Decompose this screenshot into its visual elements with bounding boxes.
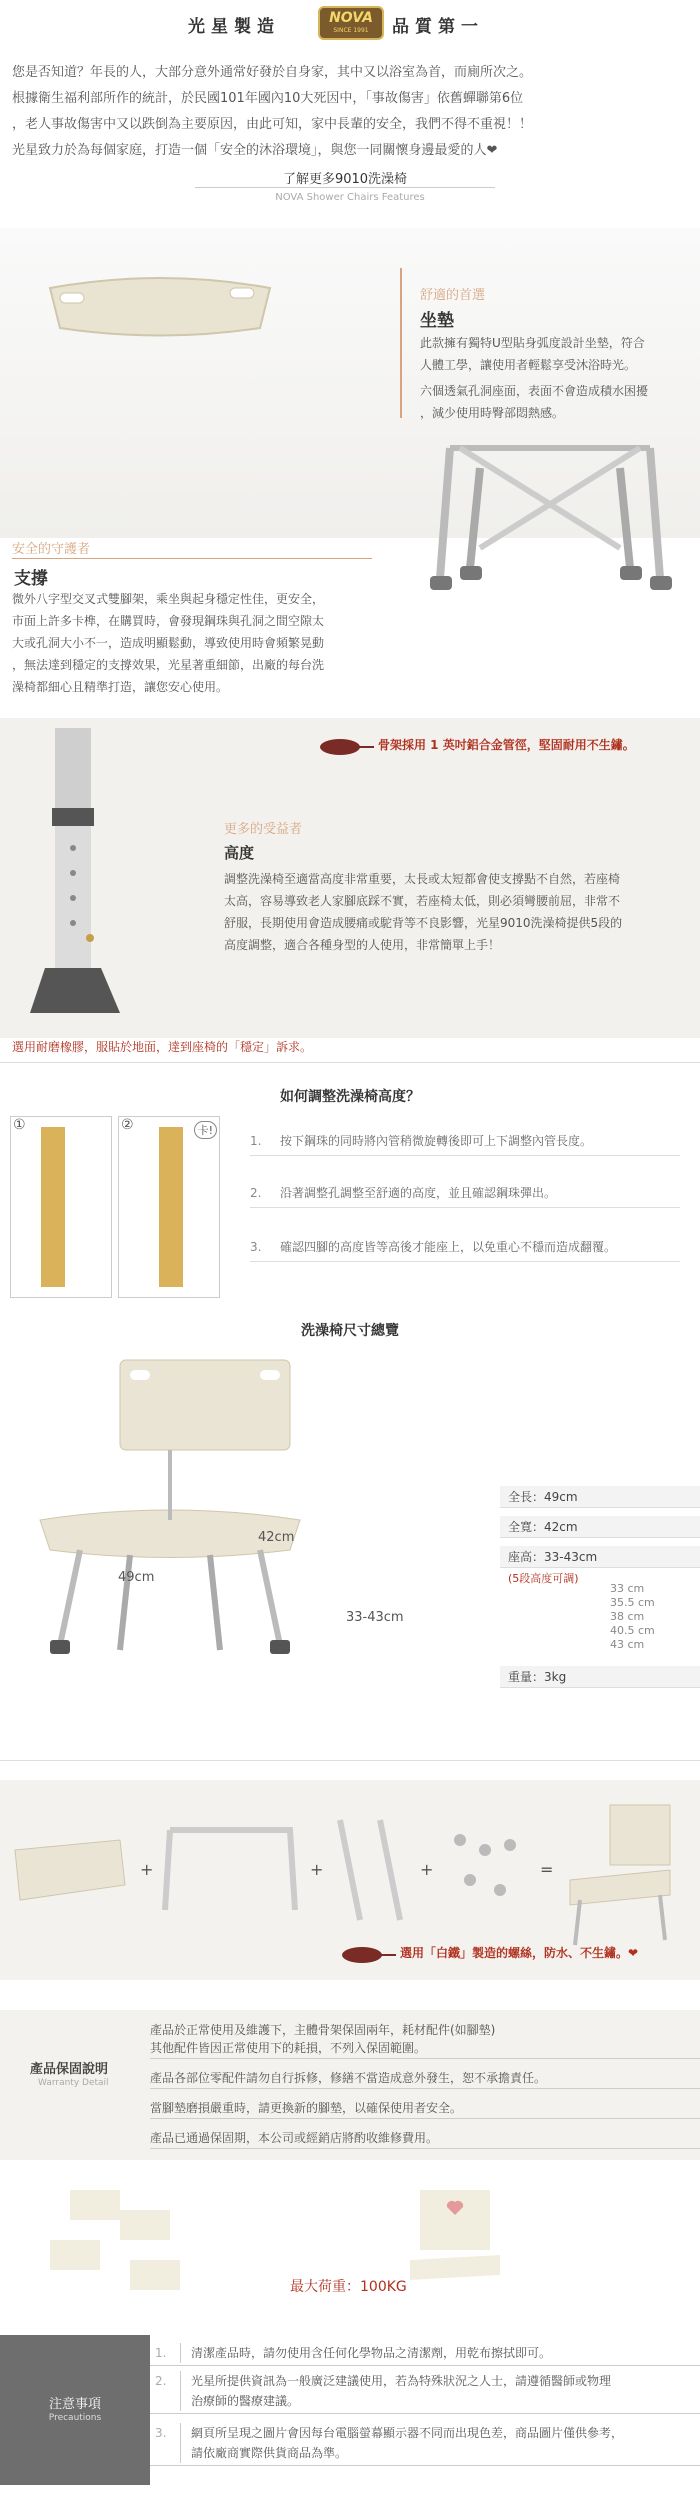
support-accent-bar [12,558,372,559]
spec-width: 全寬：42cm [500,1516,700,1538]
adjust-step-1-num: 1. [250,1134,262,1148]
support-p1: 微外八字型交叉式雙腳架，乘坐與起身穩定性佳，更安全， [12,592,325,606]
adjust-step-1-text: 按下鋼珠的同時將內管稍微旋轉後即可上下調整內管長度。 [280,1134,593,1148]
adjust-label-2: ② [121,1117,134,1133]
notice-row-2 [150,2371,700,2391]
assembly-badge-icon [340,1946,396,1964]
height-p1: 調整洗澡椅至適當高度非常重要，太長或太短都會使支撐點不自然，若座椅 [224,872,621,886]
support-p4: ，無法達到穩定的支撐效果，光星著重細節，出廠的每台洗 [12,658,325,672]
notice-row-3-text: 治療師的醫療建議。 [180,2391,700,2411]
brand-logo-sub: SINCE 1991 [333,27,369,34]
notice-title-en: Precautions [48,2413,102,2423]
spec-seg-4: 40.5 cm [610,1624,655,1637]
assembly-seat-image [10,1830,130,1910]
dim-49: 49cm [118,1570,155,1585]
foot-note-row [0,1036,700,1060]
adjust-image-1 [10,1116,112,1298]
adjust-step-2-text: 沿著調整孔調整至舒適的高度，並且確認鋼珠彈出。 [280,1186,557,1200]
notice-row-4-num: 3. [155,2426,167,2440]
brand-logo-text: NOVA [329,10,373,26]
spec-seg-1: 33 cm [610,1582,645,1595]
adjust-step-3-text: 確認四腳的高度皆等高後才能座上，以免重心不穩而造成翻覆。 [280,1240,617,1254]
size-title: 洗澡椅尺寸總覽 [301,1323,399,1339]
foot-note-text: 選用耐磨橡膠，服貼於地面，達到座椅的「穩定」訴求。 [12,1040,313,1054]
spec-seat-height: 座高：33-43cm [500,1546,700,1568]
adjust-step-2-num: 2. [250,1186,262,1200]
seat-section [0,228,700,538]
dim-range: 33-43cm [346,1610,404,1625]
spec-weight: 重量：3kg [500,1666,700,1688]
warranty-title: 產品保固說明 [30,2062,109,2077]
notice-row-5 [150,2443,700,2466]
height-p3: 舒服，長期使用會造成腰痛或駝背等不良影響，光星9010洗澡椅提供5段的 [224,916,623,930]
header-left-text: 光星製造 [188,17,280,37]
assembly-screws-image [440,1820,530,1920]
seat-p2: 人體工學，讓使用者輕鬆享受沐浴時光。 [420,358,637,372]
intro-line-3: ，老人事故傷害中又以跌倒為主要原因，由此可知，家中長輩的安全，我們不得不重視！！ [12,117,533,132]
intro-line-4: 光星致力於為每個家庭，打造一個「安全的沐浴環境」，與您一同關懷身邊最愛的人❤ [12,143,498,158]
seat-title: 坐墊 [420,311,454,331]
size-section [0,1320,700,1700]
brand-logo [318,6,384,40]
adjust-section [0,1086,700,1316]
load-section [0,2170,700,2330]
spec-seg-3: 38 cm [610,1610,645,1623]
height-tag: 更多的受益者 [224,822,303,837]
spec-seg-note: (5段高度可調) [508,1572,579,1585]
seat-p1: 此款擁有獨特U型貼身弧度設計坐墊，符合 [420,336,645,350]
assembly-legs-image [330,1810,410,1930]
callout-badge-icon [318,738,374,756]
divider-2 [0,1760,700,1761]
warranty-row-1: 產品於正常使用及維護下，主體骨架保固兩年，耗材配件(如腳墊) [150,2023,496,2037]
support-tag: 安全的守護者 [12,542,91,557]
notice-section [0,2335,700,2485]
seat-image [40,268,280,348]
seat-accent-bar [400,268,402,418]
support-p5: 澡椅都細心且精準打造，讓您安心使用。 [12,680,229,694]
adjust-title: 如何調整洗澡椅高度？ [280,1089,420,1105]
intro-more-link[interactable] [195,168,495,188]
chair-image [20,1350,320,1670]
assembly-plus-1: + [140,1860,154,1879]
support-p3: 大或孔洞大小不一，造成明顯鬆動，導致使用時會頻繁晃動 [12,636,325,650]
assembly-equals: = [540,1860,554,1879]
divider-1 [0,1062,700,1063]
warranty-row-4: 當腳墊磨損嚴重時，請更換新的腳墊，以確保使用者安全。 [150,2098,700,2119]
intro-more-en: NOVA Shower Chairs Features [275,192,425,203]
notice-row-2-num: 2. [155,2374,167,2388]
adjust-step-2 [250,1178,680,1208]
warranty-title-en: Warranty Detail [38,2078,109,2088]
notice-row-1-num: 1. [155,2346,167,2360]
header [0,0,700,44]
seat-p3: 六個透氣孔洞座面，表面不會造成積水困擾 [420,384,649,398]
leg-image [10,728,150,1018]
assembly-plus-2: + [310,1860,324,1879]
adjust-label-1: ① [13,1117,26,1133]
spec-length: 全長：49cm [500,1486,700,1508]
warranty-row-2: 其他配件皆因正常使用下的耗損，不列入保固範圍。 [150,2038,700,2059]
assembly-plus-3: + [420,1860,434,1879]
adjust-step-3 [250,1232,680,1262]
assembly-chair-image [560,1800,680,1950]
assembly-frame-image [160,1810,300,1920]
notice-row-4 [150,2423,700,2443]
support-p2: 市面上許多卡榫，在購買時，會發現鋼珠與孔洞之間空隙太 [12,614,325,628]
header-right-text: 品質第一 [392,17,484,37]
height-p2: 太高，容易導致老人家腳底踩不實，若座椅太低，則必須彎腰前屈，非常不 [224,894,621,908]
warranty-section [0,2010,700,2160]
load-label: 最大荷重：100KG [290,2279,407,2295]
assembly-section [0,1780,700,1980]
spec-seg-2: 35.5 cm [610,1596,655,1609]
support-callout: 骨架採用 1 英吋鋁合金管徑，堅固耐用不生鏽。 [378,738,635,752]
support-title: 支撐 [14,569,48,589]
dim-42: 42cm [258,1530,295,1545]
notice-row-1 [150,2343,700,2366]
height-section [0,718,700,1038]
notice-title-block [0,2335,150,2485]
load-chair-heart-image [400,2180,520,2310]
warranty-row-5: 產品已通過保固期，本公司或經銷店將酌收維修費用。 [150,2128,700,2149]
seat-p4: ，減少使用時臀部悶熱感。 [420,406,565,420]
height-title: 高度 [224,844,255,862]
intro-more-text: 了解更多9010洗澡椅 [282,172,408,187]
adjust-image-2 [118,1116,220,1298]
height-p4: 高度調整，適合各種身型的人使用，非常簡單上手！ [224,938,501,952]
notice-title: 注意事項 [48,2397,101,2412]
assembly-callout: 選用「白鐵」製造的螺絲，防水、不生鏽。❤ [400,1946,639,1960]
seat-tag: 舒適的首選 [420,288,486,303]
adjust-click-label: 卡! [194,1121,217,1139]
support-section [0,538,700,718]
notice-row-4-text: 網頁所呈現之圖片會因每台電腦螢幕顯示器不同而出現色差，商品圖片僅供參考， [180,2423,700,2443]
notice-row-1-text: 清潔產品時，請勿使用含任何化學物品之清潔劑，用乾布擦拭即可。 [180,2343,700,2363]
intro-line-1: 您是否知道？年長的人，大部分意外通常好發於自身家，其中又以浴室為首，而廁所次之。 [12,65,533,80]
adjust-step-3-num: 3. [250,1240,262,1254]
warranty-row-3: 產品各部位零配件請勿自行拆修，修繕不當造成意外發生，恕不承擔責任。 [150,2068,700,2089]
load-chairs-image [30,2180,210,2310]
adjust-step-1 [250,1126,680,1156]
notice-row-2-text: 光星所提供資訊為一般廣泛建議使用，若為特殊狀況之人士，請遵循醫師或物理 [180,2371,700,2391]
notice-row-5-text: 請依廠商實際供貨商品為準。 [180,2443,700,2463]
spec-seg-5: 43 cm [610,1638,645,1651]
intro-line-2: 根據衛生福利部所作的統計，於民國101年國內10大死因中，「事故傷害」依舊蟬聯第6位 [12,91,524,106]
notice-row-3 [150,2391,700,2414]
